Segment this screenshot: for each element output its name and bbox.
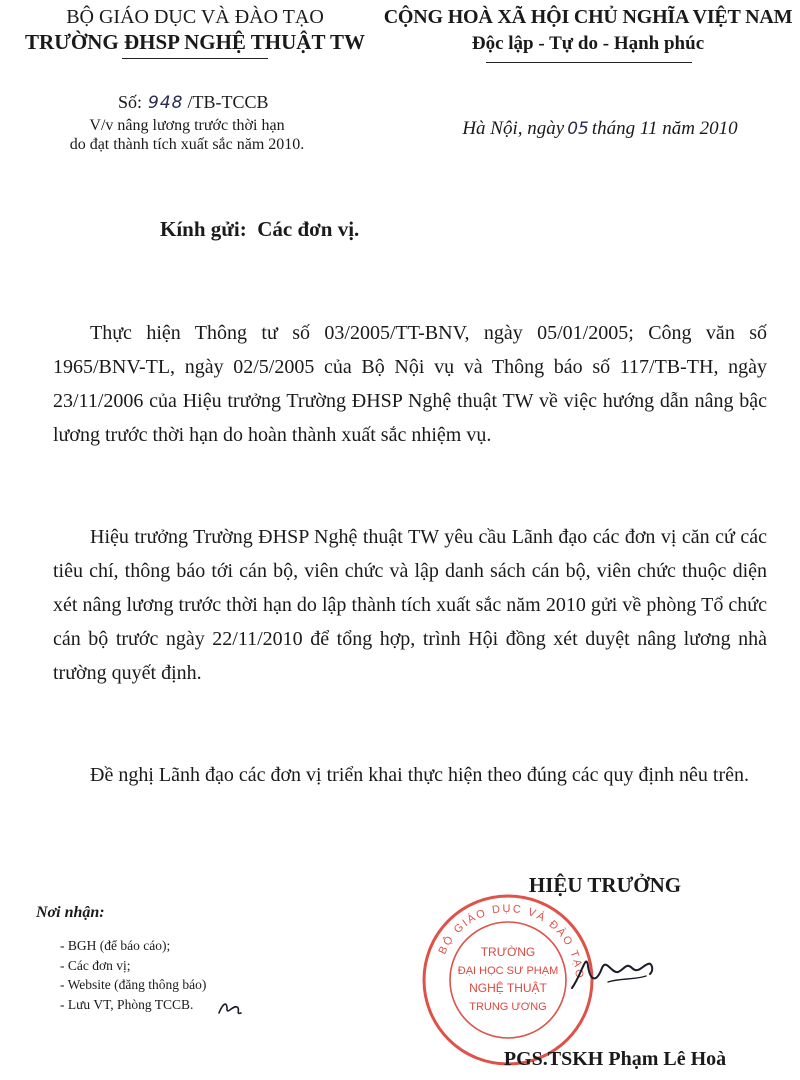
doc-number-handwritten: 948: [148, 93, 184, 113]
subject-line-1: V/v nâng lương trước thời hạn: [89, 117, 285, 134]
header-left-underline: [122, 58, 268, 59]
body-paragraph-2: Hiệu trưởng Trường ĐHSP Nghệ thuật TW yêu cầu Lãnh đạo các đơn vị căn cứ các tiêu chí, thông báo tới cán bộ, viên chức và lập danh sách cán bộ, viên chức thuộc diện xét nâng lương trước thời hạn do lập thành tích xuất sắc năm 2010 gửi về phòng Tổ chức cán bộ trước ngày 22/11/2010 để tổng hợp, trình Hội đồng xét duyệt nâng lương nhà trường quyết định.: [53, 526, 767, 684]
ministry-name: BỘ GIÁO DỤC VÀ ĐÀO TẠO: [66, 6, 324, 28]
document-number: [118, 92, 268, 113]
stamp-line-2: ĐẠI HỌC SƯ PHẠM: [457, 965, 559, 977]
recipients-heading: Nơi nhận:: [36, 904, 105, 921]
salutation-recipient: Các đơn vị.: [257, 217, 360, 241]
date-line: [400, 118, 800, 140]
subject-line-2: do đạt thành tích xuất sắc năm 2010.: [69, 136, 305, 153]
school-name: TRƯỜNG ĐHSP NGHỆ THUẬT TW: [25, 30, 365, 54]
signer-name: PGS.TSKH Phạm Lê Hoà: [503, 1048, 727, 1070]
country-name: CỘNG HOÀ XÃ HỘI CHỦ NGHĨA VIỆT NAM: [383, 6, 793, 28]
stamp-ring-text: BỘ GIÁO DỤC VÀ ĐÀO TẠO: [436, 902, 586, 981]
stamp-line-4: TRUNG ƯƠNG: [469, 1001, 547, 1013]
doc-number-suffix: /TB-TCCB: [187, 92, 269, 112]
body-paragraph-1: Thực hiện Thông tư số 03/2005/TT-BNV, ngày 05/01/2005; Công văn số 1965/BNV-TL, ngày 02/5/2005 của Bộ Nội vụ và Thông báo số 117/TB-TH, ngày 23/11/2006 của Hiệu trưởng Trường ĐHSP Nghệ thuật TW về việc hướng dẫn nâng bậc lương trước thời hạn do hoàn thành xuất sắc nhiệm vụ.: [53, 322, 767, 446]
stamp-line-1: TRƯỜNG: [480, 945, 536, 959]
header-right-underline: [486, 62, 692, 63]
salutation-label: Kính gửi:: [160, 217, 247, 241]
date-place: Hà Nội, ngày: [462, 118, 565, 139]
recipient-item: - Các đơn vị;: [60, 957, 131, 973]
recipient-item: - Lưu VT, Phòng TCCB.: [60, 996, 194, 1012]
salutation: [160, 217, 359, 242]
recipient-item: - BGH (để báo cáo);: [60, 938, 171, 953]
date-rest: tháng 11 năm 2010: [591, 118, 738, 139]
handwritten-signature: [568, 944, 658, 1000]
recipients-list: [60, 936, 206, 1014]
stamp-line-3: NGHỆ THUẬT: [469, 981, 547, 995]
signature-title: HIỆU TRƯỞNG: [528, 873, 682, 897]
recipient-item: - Website (đăng thông báo): [60, 977, 207, 992]
initial-mark: [215, 997, 245, 1019]
doc-number-prefix: Số:: [118, 92, 143, 112]
body-paragraph-3: Đề nghị Lãnh đạo các đơn vị triển khai thực hiện theo đúng các quy định nêu trên.: [90, 764, 749, 786]
date-day-handwritten: 05: [567, 119, 589, 139]
document-subject: [22, 116, 352, 154]
national-motto: Độc lập - Tự do - Hạnh phúc: [471, 33, 705, 54]
